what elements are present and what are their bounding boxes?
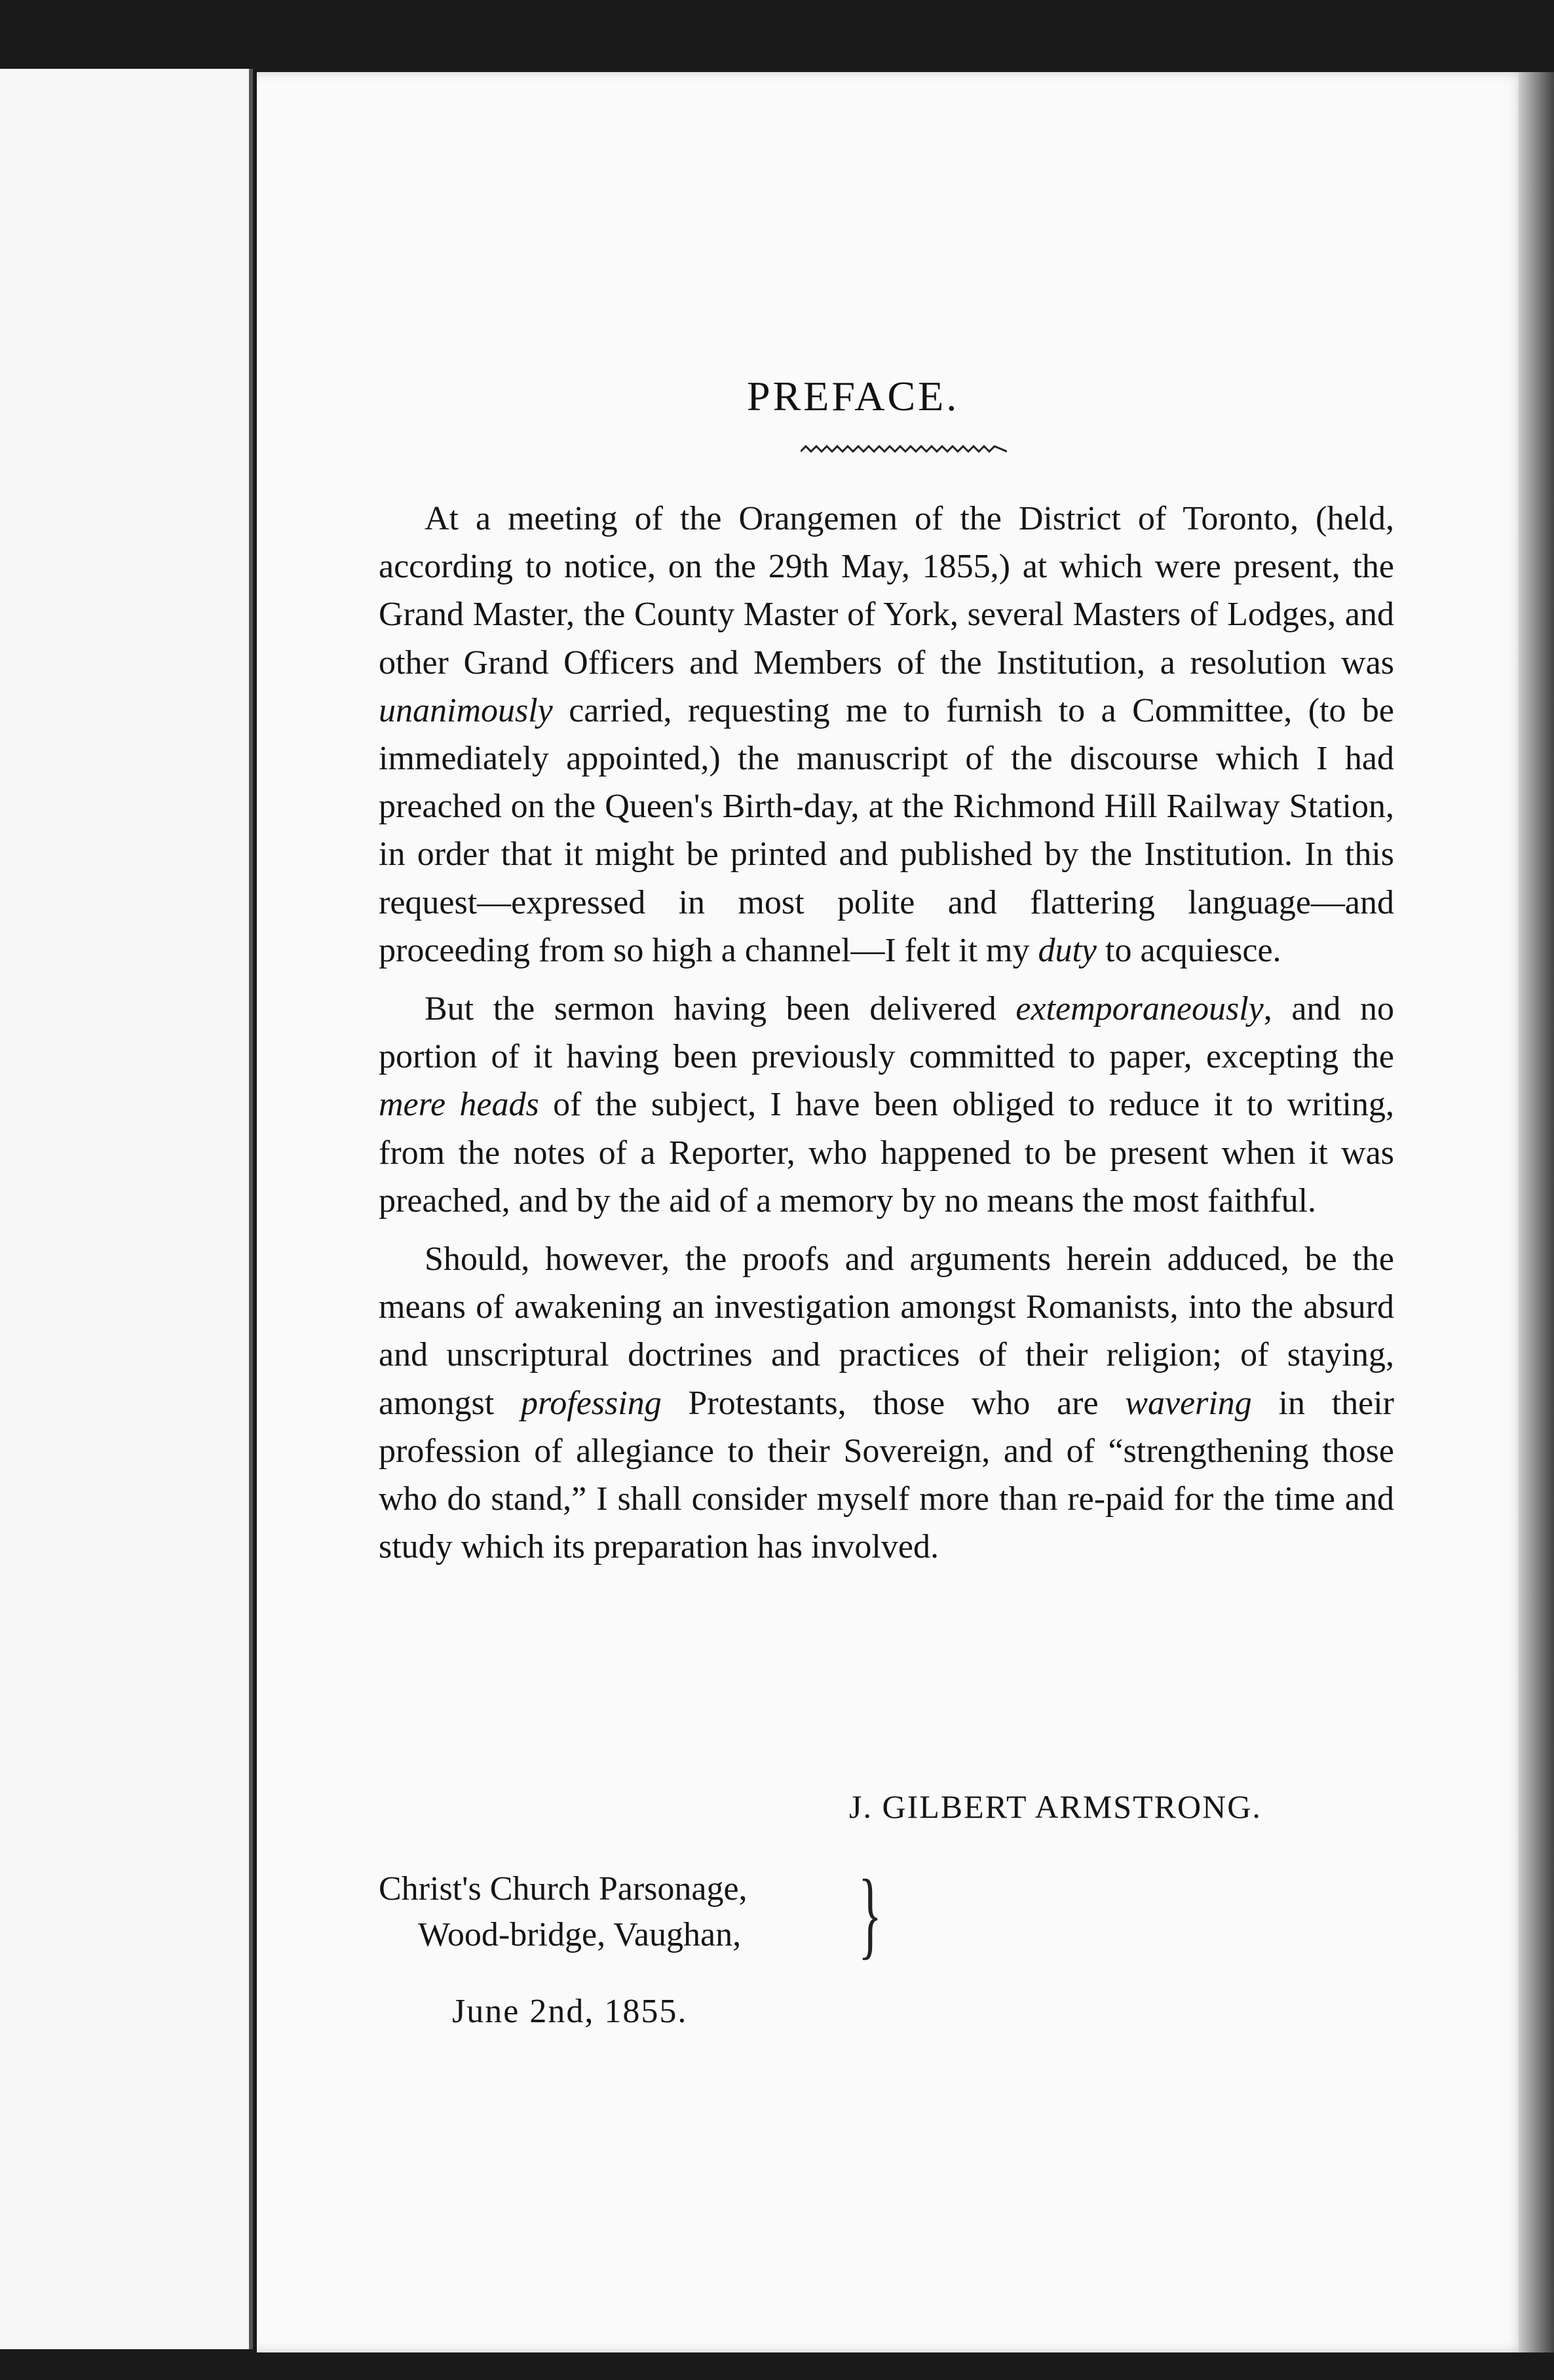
author-signature: J. GILBERT ARMSTRONG. <box>849 1788 1262 1825</box>
text-run: Protestants, those who are <box>661 1384 1126 1422</box>
emphasis-text: professing <box>520 1384 662 1422</box>
date-line: June 2nd, 1855. <box>452 1993 688 2030</box>
paragraph-2 <box>379 985 1394 1225</box>
place-line-2: Wood-bridge, Vaughan, <box>418 1916 742 1953</box>
preface-body <box>379 495 1394 1581</box>
brace-icon: } <box>858 1860 882 1968</box>
paragraph-1 <box>379 495 1394 974</box>
text-run: , and no portion of it having been previously committed to paper, excepting the <box>379 990 1394 1076</box>
text-run: Should, however, the proofs and arguments herein adduced, be the means of awakening an investigation amongst Romanists, into the absurd and unscriptural doctrines and practices of their religion; of staying, amongst <box>379 1240 1394 1422</box>
text-run: of the subject, I have been obliged to reduce it to writing, from the notes of a Reporter, who happened to be present when it was preached, and by the aid of a memory by no means the most faithful. <box>379 1086 1394 1219</box>
emphasis-text: wavering <box>1125 1384 1252 1422</box>
text-run: to acquiesce. <box>1097 931 1281 969</box>
emphasis-text: duty <box>1038 931 1097 969</box>
paragraph-3 <box>379 1235 1394 1571</box>
text-run: in their profession of allegiance to their Sovereign, and of “strengthening those who do stand,” I shall consider myself more than re-paid for the time and study which its preparation has involved. <box>379 1384 1394 1566</box>
place-block <box>379 1866 748 1958</box>
title-ornament-rule <box>801 443 1007 460</box>
page-title: PREFACE. <box>747 373 960 419</box>
facing-page <box>0 69 253 2349</box>
text-run: At a meeting of the Orangemen of the District of Toronto, (held, according to notice, on the 29th May, 1855,) at which were present, the Grand Master, the County Master of York, several Masters of Lodges, and other Grand Officers and Members of the Institution, a resolution was <box>379 500 1394 681</box>
emphasis-text: extemporaneously <box>1015 990 1264 1028</box>
text-run: carried, requesting me to furnish to a Committee, (to be immediately appointed,) the manuscript of the discourse which I had preached on the Queen's Birth-day, at the Richmond Hill Railway Station, in order that it might be printed and published by the Institution. In this request—expressed in most polite and flattering language—and proceeding from so high a channel—I felt it my <box>379 691 1394 969</box>
place-line-1: Christ's Church Parsonage, <box>379 1870 748 1908</box>
text-run: But the sermon having been delivered <box>425 990 1016 1028</box>
emphasis-text: mere heads <box>379 1086 539 1124</box>
page-edge <box>1519 72 1554 2352</box>
emphasis-text: unanimously <box>379 691 553 729</box>
